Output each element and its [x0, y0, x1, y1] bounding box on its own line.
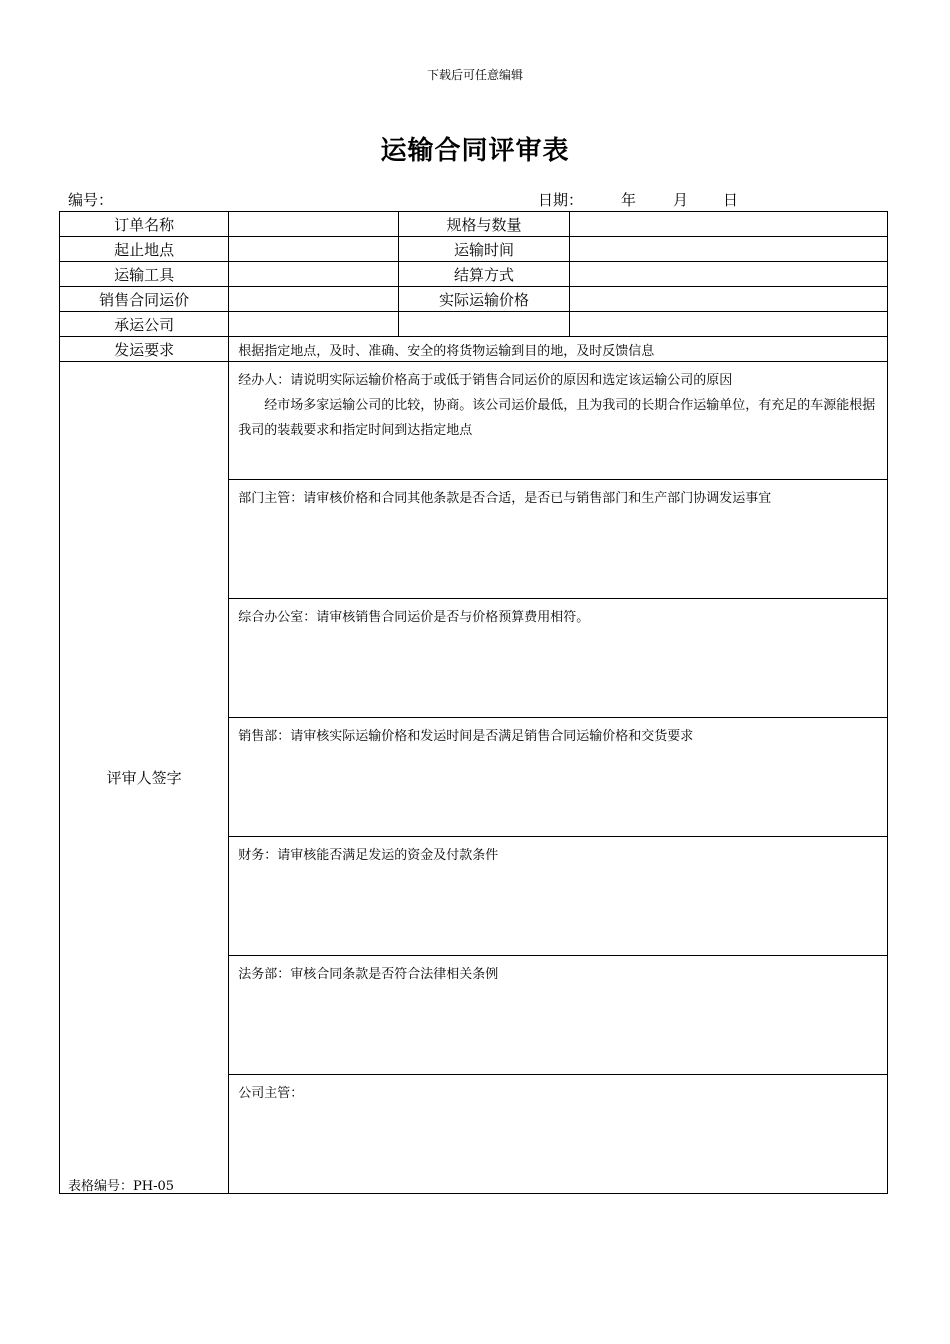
transport-tool-field[interactable]: [229, 262, 399, 287]
carrier-extra-field[interactable]: [399, 312, 569, 337]
settlement-label: 结算方式: [399, 262, 569, 287]
order-name-field[interactable]: [229, 212, 399, 237]
handler-question: 经办人：请说明实际运输价格高于或低于销售合同运价的原因和选定该运输公司的原因: [238, 373, 733, 388]
legal-review-cell[interactable]: [229, 956, 888, 1075]
actual-price-label: 实际运输价格: [399, 287, 569, 312]
transport-time-field[interactable]: [569, 237, 887, 262]
sales-dept-review-cell[interactable]: [229, 718, 888, 837]
finance-prompt: 财务：请审核能否满足发运的资金及付款条件: [238, 848, 499, 863]
dept-head-review-cell[interactable]: [229, 480, 888, 599]
month-label: 月: [673, 191, 689, 209]
year-label: 年: [621, 191, 637, 209]
handler-answer: 经市场多家运输公司的比较，协商。该公司运价最低，且为我司的长期合作运输单位，有充足的车源能根据我司的装载要求和指定时间到达指定地点: [238, 398, 876, 438]
date-label: 日期：: [538, 191, 584, 209]
sales-freight-label: 销售合同运价: [60, 287, 229, 312]
carrier-field[interactable]: [229, 312, 399, 337]
review-form-table: [59, 211, 888, 1194]
handler-review-cell[interactable]: [229, 362, 888, 480]
sales-freight-field[interactable]: [229, 287, 399, 312]
page-title: 运输合同评审表: [380, 136, 570, 166]
origin-dest-label: 起止地点: [60, 237, 229, 262]
day-label: 日: [723, 191, 739, 209]
carrier-label: 承运公司: [60, 312, 229, 337]
legal-prompt: 法务部：审核合同条款是否符合法律相关条例: [238, 967, 499, 982]
transport-time-label: 运输时间: [399, 237, 569, 262]
spec-qty-label: 规格与数量: [399, 212, 569, 237]
spec-qty-field[interactable]: [569, 212, 887, 237]
transport-tool-label: 运输工具: [60, 262, 229, 287]
meta-row: [68, 189, 888, 209]
header-note: 下载后可任意编辑: [426, 68, 523, 82]
company-head-review-cell[interactable]: [229, 1075, 888, 1194]
finance-review-cell[interactable]: [229, 837, 888, 956]
actual-price-field[interactable]: [569, 287, 887, 312]
origin-dest-field[interactable]: [229, 237, 399, 262]
number-label: 编号：: [68, 191, 114, 209]
company-head-prompt: 公司主管：: [238, 1086, 304, 1101]
reviewer-signature-label: 评审人签字: [60, 362, 229, 1194]
general-office-prompt: 综合办公室：请审核销售合同运价是否与价格预算费用相符。: [238, 610, 590, 625]
settlement-field[interactable]: [569, 262, 887, 287]
order-name-label: 订单名称: [60, 212, 229, 237]
general-office-review-cell[interactable]: [229, 599, 888, 718]
carrier-extra-field-2[interactable]: [569, 312, 887, 337]
form-code: 表格编号：PH-05: [68, 1179, 175, 1194]
sales-dept-prompt: 销售部：请审核实际运输价格和发运时间是否满足销售合同运输价格和交货要求: [238, 729, 694, 744]
dept-head-prompt: 部门主管：请审核价格和合同其他条款是否合适，是否已与销售部门和生产部门协调发运事宜: [238, 491, 772, 506]
shipping-req-value: 根据指定地点，及时、准确、安全的将货物运输到目的地，及时反馈信息: [229, 337, 888, 362]
shipping-req-label: 发运要求: [60, 337, 229, 362]
